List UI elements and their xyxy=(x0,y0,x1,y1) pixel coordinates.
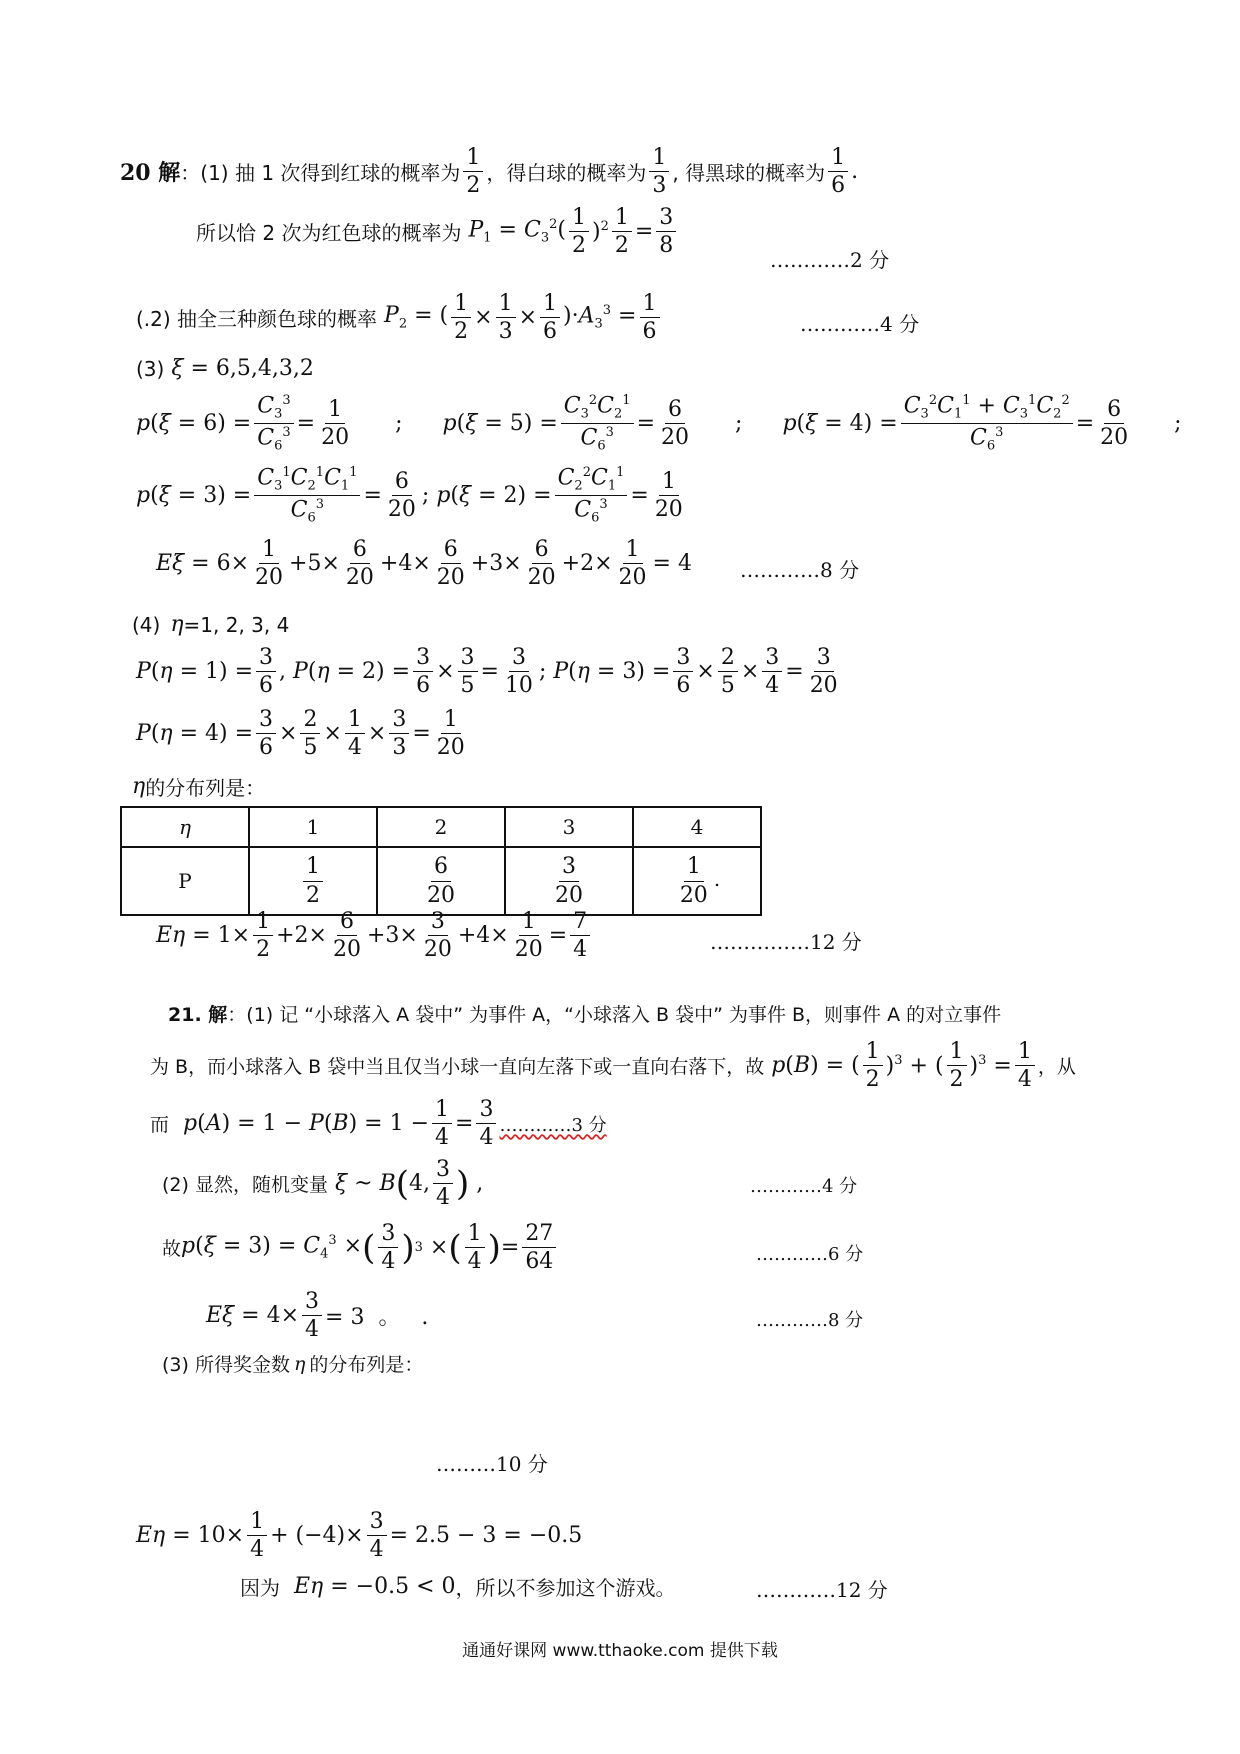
fraction: $\frac{1}{2}$ xyxy=(463,146,483,197)
p20-line3: (.2) 抽全三种颜色球的概率 $P_2$ = ( $\frac{1}{2}$ × $\frac{1}{3}$ × $\frac{1}{6}$ )$\cdot A_3^3$ = $\frac{1}{6}$ xyxy=(136,292,663,343)
formula: $P_1 = C_3^2$( xyxy=(468,217,566,246)
p20-expectation-xi: Eξ = 6× $\frac{1}{20}$ +5× $\frac{6}{20}$ +4× $\frac{6}{20}$ +3× $\frac{6}{20}$ +2× $\frac{1}{20}$ = 4 xyxy=(156,537,692,591)
table-header-cell: η xyxy=(121,807,249,847)
p20-line1: 20 解 ：(1) 抽 1 次得到红球的概率为 $\frac{1}{2}$ ，得白球的概率为 $\frac{1}{3}$ , 得黑球的概率为 $\frac{1}{6}$ . xyxy=(120,145,859,199)
score-marker: …………2 分 xyxy=(770,248,890,272)
table-header-cell: 3 xyxy=(505,807,633,847)
score-marker: …………8 分 xyxy=(756,1310,864,1331)
table-cell: $\frac{1}{20}$ . xyxy=(633,847,761,915)
p20-line6: p(ξ = 3) = $\frac{C_3^1C_2^1C_1^1}{C_6^3}$ = $\frac{6}{20}$ ; p(ξ = 2) = $\frac{C_2^2C_1^1}{C_6^3}$ = $\frac{1}{20}$ xyxy=(136,465,683,527)
p21-line6: Eξ = 4× $\frac{3}{4}$ = 3 。 . xyxy=(206,1289,429,1343)
table-cell: $\frac{3}{20}$ xyxy=(505,847,633,915)
p21-line7: (3) 所得奖金数 η 的分布列是： xyxy=(162,1352,424,1376)
p21-line9: 因为 Eη = −0.5 < 0 ，所以不参加这个游戏。 xyxy=(240,1574,676,1600)
p20-heading: 20 解 xyxy=(120,160,181,187)
table-header-cell: 2 xyxy=(377,807,505,847)
table-header-cell: 1 xyxy=(249,807,377,847)
p20-line2: 所以恰 2 次为红色球的概率为 $P_1 = C_3^2$( $\frac{1}{2}$ )$^2$ $\frac{1}{2}$ = $\frac{3}{8}$ xyxy=(196,206,679,257)
p21-line4: (2) 显然，随机变量 ξ ~ B ( 4, $\frac{3}{4}$ ) , xyxy=(162,1157,484,1211)
p21-heading: 21. 解 xyxy=(168,1004,228,1026)
p20-line5: p(ξ = 6) = $\frac{C_3^3}{C_6^3}$ = $\frac{1}{20}$ ; p(ξ = 5) = $\frac{C_3^2C_2^1}{C_6^3}$ = $\frac{6}{20}$ ; p(ξ = 4) = $\frac{C_3^2C_1^1 + C_3^1C_2^2}{C_6^3}$ = $\frac{6}{20}$ ; xyxy=(136,393,1182,455)
p21-line5: 故 $p(\xi = 3) = C_4^3$ × ( $\frac{3}{4}$ ) 3 × ( $\frac{1}{4}$ ) = $\frac{27}{64}$ xyxy=(162,1222,559,1273)
fraction: $\frac{1}{3}$ xyxy=(649,146,669,197)
score-marker: ………10 分 xyxy=(436,1452,548,1476)
table-cell: $\frac{6}{20}$ xyxy=(377,847,505,915)
fraction: $\frac{1}{6}$ xyxy=(828,146,848,197)
p21-line2: 为 B，而小球落入 B 袋中当且仅当小球一直向左落下或一直向右落下，故 p(B) = ( $\frac{1}{2}$ )$^3$ + ( $\frac{1}{2}$ )$^3$ = $\frac{1}{4}$ ，从 xyxy=(150,1039,1076,1093)
distribution-table xyxy=(120,806,762,916)
p20-expectation-eta: Eη = 1× $\frac{1}{2}$ +2× $\frac{6}{20}$ +3× $\frac{3}{20}$ +4× $\frac{1}{20}$ = $\frac{7}{4}$ xyxy=(156,910,593,961)
p20-line4: (3) ξ = 6,5,4,3,2 xyxy=(136,356,314,381)
score-marker: …………4 分 xyxy=(750,1176,858,1197)
p20-line8: (4) η =1, 2, 3, 4 xyxy=(132,612,290,637)
p21-line1: 21. 解 ：(1) 记 “小球落入 A 袋中” 为事件 A，“小球落入 B 袋中” 为事件 B，则事件 A 的对立事件 xyxy=(168,1000,1001,1027)
p21-line8: Eη = 10× $\frac{1}{4}$ + (−4)× $\frac{3}{4}$ = 2.5 − 3 = −0.5 xyxy=(136,1509,583,1563)
score-marker: ……………12 分 xyxy=(710,930,862,954)
p20-line9: P(η = 1) = $\frac{3}{6}$ , P(η = 2) = $\frac{3}{6}$ × $\frac{3}{5}$ = $\frac{3}{10}$ ; P(η = 3) = $\frac{3}{6}$ × $\frac{2}{5}$ × $\frac{3}{4}$ = $\frac{3}{20}$ xyxy=(136,645,838,699)
p20-dist-label: η 的分布列是： xyxy=(132,774,266,800)
score-marker: …………12 分 xyxy=(756,1578,888,1602)
score-marker: …………6 分 xyxy=(756,1244,864,1265)
table-row-label: P xyxy=(121,847,249,915)
p20-line10: P(η = 4) = $\frac{3}{6}$ × $\frac{2}{5}$ × $\frac{1}{4}$ × $\frac{3}{3}$ = $\frac{1}{20}$ xyxy=(136,707,465,761)
p21-line3: 而 p(A) = 1 − P(B) = 1 − $\frac{1}{4}$ = $\frac{3}{4}$ …………3 分 xyxy=(150,1097,607,1151)
table-cell: $\frac{1}{2}$ xyxy=(249,847,377,915)
score-marker: …………8 分 xyxy=(740,558,860,582)
table-header-cell: 4 xyxy=(633,807,761,847)
footer-credit: 通通好课网 www.tthaoke.com 提供下载 xyxy=(462,1641,778,1661)
score-marker: …………4 分 xyxy=(800,312,920,336)
